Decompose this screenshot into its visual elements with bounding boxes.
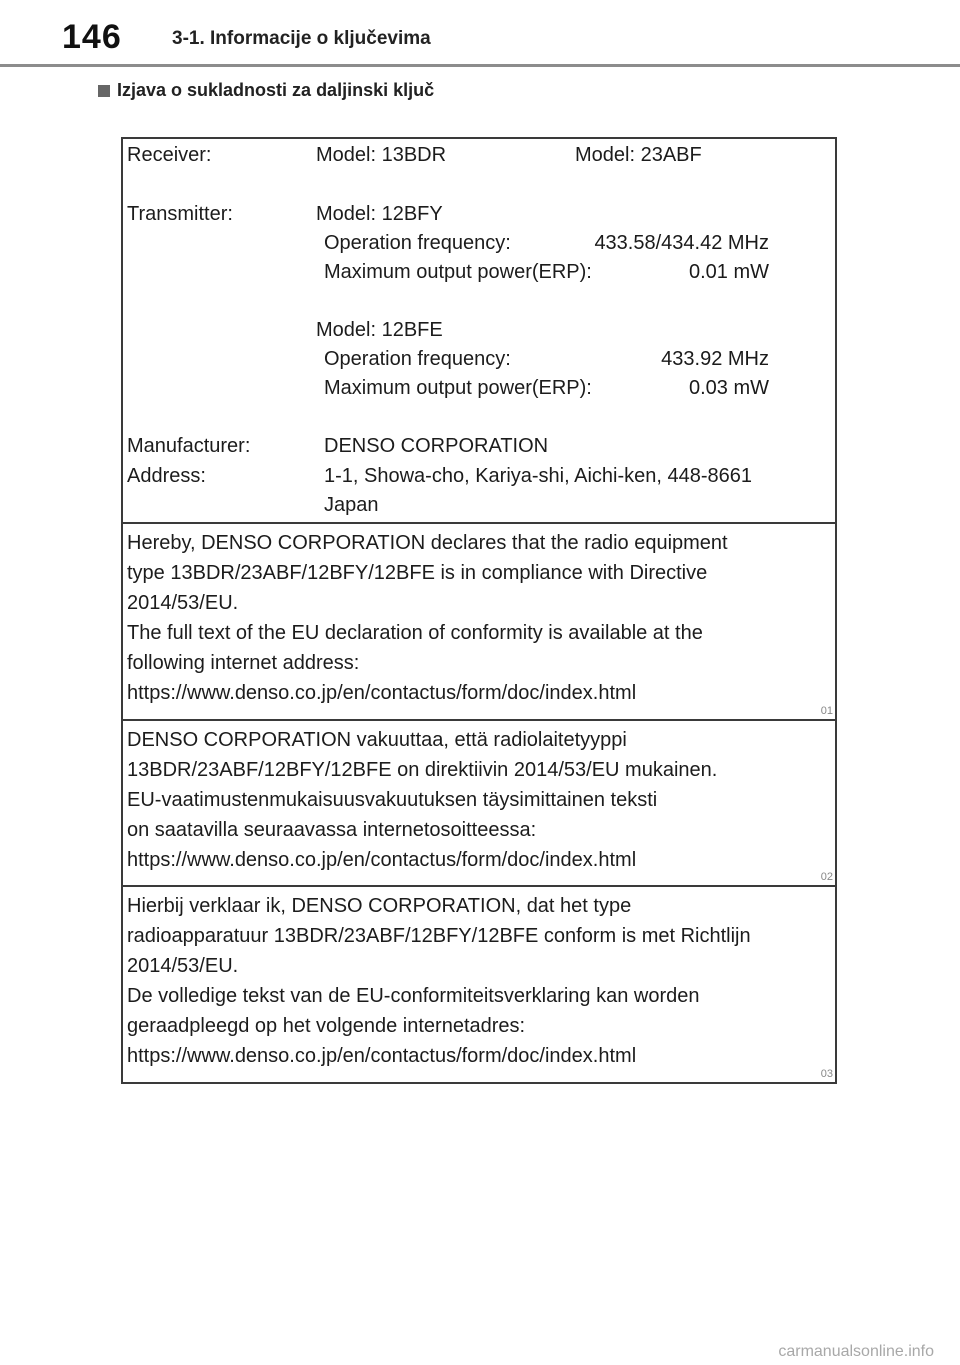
site-watermark: carmanualsonline.info: [778, 1343, 934, 1360]
declaration-line: The full text of the EU declaration of conformity is available at the: [127, 622, 703, 644]
receiver-model-2: Model: 23ABF: [575, 144, 702, 166]
declaration-line: 2014/53/EU.: [127, 592, 239, 614]
tx1-model: Model: 12BFY: [316, 203, 443, 225]
declaration-english: [123, 524, 835, 721]
address-label: Address:: [127, 465, 206, 487]
tx2-frequency-value: 433.92 MHz: [661, 348, 769, 370]
address-line-1: 1-1, Showa-cho, Kariya-shi, Aichi-ken, 448-8661: [324, 465, 753, 487]
tx2-power-value: 0.03 mW: [688, 377, 769, 399]
tx1-frequency-value: 433.58/434.42 MHz: [594, 232, 769, 254]
declaration-line: De volledige tekst van de EU-conformiteitsverklaring kan worden: [127, 985, 700, 1007]
declaration-dutch: [123, 887, 835, 1082]
declaration-url: https://www.denso.co.jp/en/contactus/form/doc/index.html: [127, 682, 637, 704]
declaration-line: on saatavilla seuraavassa internetosoitteessa:: [127, 819, 537, 841]
declaration-line: radioapparatuur 13BDR/23ABF/12BFY/12BFE conform is met Richtlijn: [127, 925, 751, 947]
tx1-power-value: 0.01 mW: [688, 261, 769, 283]
declaration-url: https://www.denso.co.jp/en/contactus/form/doc/index.html: [127, 1045, 637, 1067]
panel-number: 02: [820, 871, 833, 883]
declaration-line: EU-vaatimustenmukaisuusvakuutuksen täysimittainen teksti: [127, 789, 658, 811]
manufacturer-value: DENSO CORPORATION: [324, 435, 549, 457]
tx2-power-label: Maximum output power(ERP):: [324, 377, 592, 399]
panel-number: 01: [820, 705, 833, 717]
receiver-label: Receiver:: [127, 144, 212, 166]
header-divider: [0, 64, 960, 67]
tx1-power-label: Maximum output power(ERP):: [324, 261, 592, 283]
section-heading: [98, 80, 434, 101]
transmitter-label: Transmitter:: [127, 203, 233, 225]
receiver-model-1: Model: 13BDR: [316, 144, 447, 166]
page-number: 146: [62, 18, 122, 56]
address-line-2: Japan: [324, 494, 379, 516]
declaration-finnish: [123, 721, 835, 887]
declaration-box: [121, 137, 837, 1084]
declaration-line: 13BDR/23ABF/12BFY/12BFE on direktiivin 2014/53/EU mukainen.: [127, 759, 718, 781]
tx1-frequency-label: Operation frequency:: [324, 232, 511, 254]
tx2-model: Model: 12BFE: [316, 319, 443, 341]
specifications-panel: [123, 139, 835, 524]
declaration-line: DENSO CORPORATION vakuuttaa, että radiolaitetyyppi: [127, 729, 627, 751]
tx2-frequency-label: Operation frequency:: [324, 348, 511, 370]
manufacturer-label: Manufacturer:: [127, 435, 251, 457]
section-heading-text: Izjava o sukladnosti za daljinski ključ: [117, 80, 435, 100]
declaration-line: Hereby, DENSO CORPORATION declares that the radio equipment: [127, 532, 728, 554]
chapter-title: 3-1. Informacije o ključevima: [172, 28, 431, 49]
declaration-line: Hierbij verklaar ik, DENSO CORPORATION, dat het type: [127, 895, 632, 917]
declaration-line: following internet address:: [127, 652, 360, 674]
declaration-line: type 13BDR/23ABF/12BFY/12BFE is in compliance with Directive: [127, 562, 708, 584]
square-bullet-icon: [98, 85, 110, 97]
declaration-line: geraadpleegd op het volgende internetadres:: [127, 1015, 526, 1037]
panel-number: 03: [820, 1068, 833, 1080]
declaration-url: https://www.denso.co.jp/en/contactus/form/doc/index.html: [127, 849, 637, 871]
declaration-line: 2014/53/EU.: [127, 955, 239, 977]
